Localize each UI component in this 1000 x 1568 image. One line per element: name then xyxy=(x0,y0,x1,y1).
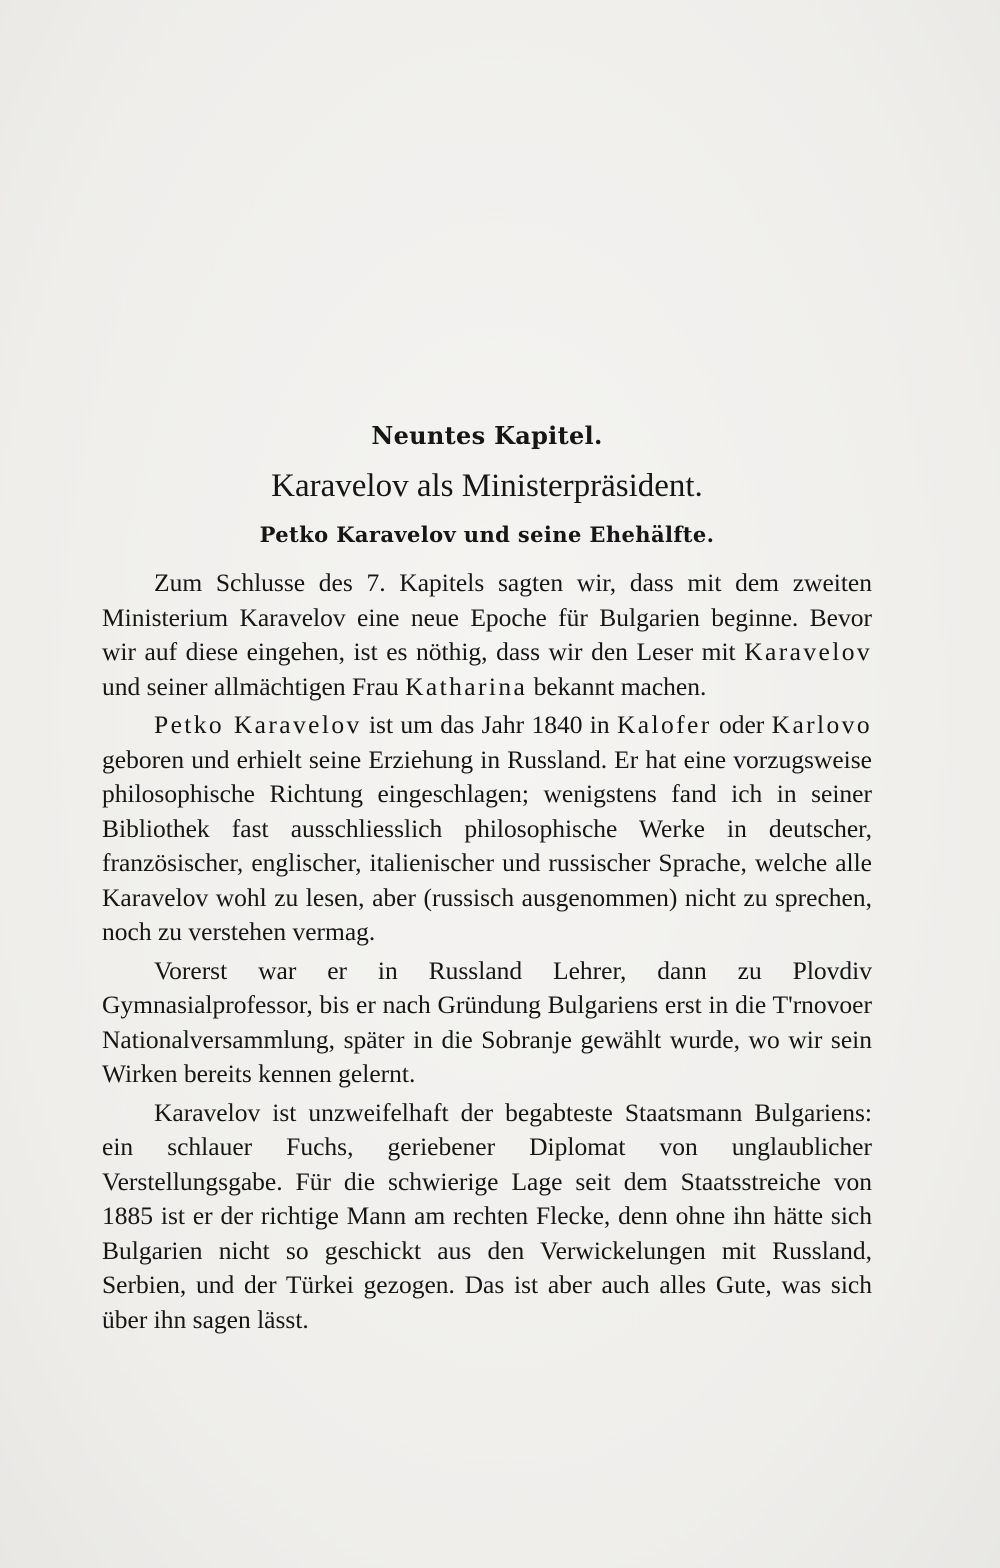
name-karlovo: Karlovo xyxy=(771,710,872,739)
paragraph-1 xyxy=(102,566,872,704)
paragraph-4: Karavelov ist unzweifelhaft der begabteste Staatsmann Bulgariens: ein schlauer Fuchs, geriebener Diplomat von unglaublicher Verstellungsgabe. Für die schwierige Lage seit dem Staatsstreiche von 1885 ist er der richtige Mann am rechten Flecke, denn ohne ihn hätte sich Bulgarien nicht so geschickt aus den Verwickelungen mit Russland, Serbien, und der Türkei gezogen. Das ist aber auch alles Gute, was sich über ihn sagen lässt. xyxy=(102,1097,872,1334)
chapter-number: Neuntes Kapitel. xyxy=(371,421,603,450)
paragraph-2-text-b: oder xyxy=(711,710,772,739)
name-petko-karavelov: Petko Karavelov xyxy=(154,710,362,739)
chapter-title: Karavelov als Ministerpräsident. xyxy=(271,468,703,504)
section-title: Petko Karavelov und seine Ehehälfte. xyxy=(259,522,715,547)
paragraph-1-text-b: und seiner allmächtigen Frau xyxy=(102,671,406,701)
name-karavelov: Karavelov xyxy=(744,637,872,666)
paragraph-1-text-c: bekannt machen. xyxy=(527,671,707,701)
name-katharina: Katharina xyxy=(405,671,528,701)
name-kalofer: Kalofer xyxy=(616,710,712,739)
page-content xyxy=(102,420,872,1341)
paragraph-1-text-a: Zum Schlusse des 7. Kapitels sagten wir, dass mit dem zweiten Ministerium Karavelov eine neue Epoche für Bulgarien beginne. Bevor wir auf diese eingehen, ist es nöthig, dass wir den Leser mit xyxy=(102,568,872,666)
paragraph-3: Vorerst war er in Russland Lehrer, dann zu Plovdiv Gymnasialprofessor, bis er nach Gründung Bulgariens erst in die T'rnovoer Nationalversammlung, später in die Sobranje gewählt wurde, wo wir sein Wirken bereits kennen gelernt. xyxy=(102,955,872,1088)
paragraph-2-text-c: geboren und erhielt seine Erziehung in Russland. Er hat eine vorzugsweise philosophische Richtung eingeschlagen; wenigstens fand ich in seiner Bibliothek fast ausschliesslich philosophische Werke in deutscher, französischer, englischer, italienischer und russischer Sprache, welche alle Karavelov wohl zu lesen, aber (russisch ausgenommen) nicht zu sprechen, noch zu verstehen vermag. xyxy=(102,744,872,946)
paragraph-2-text-a: ist um das Jahr 1840 in xyxy=(361,710,617,739)
paragraph-2 xyxy=(102,708,872,950)
